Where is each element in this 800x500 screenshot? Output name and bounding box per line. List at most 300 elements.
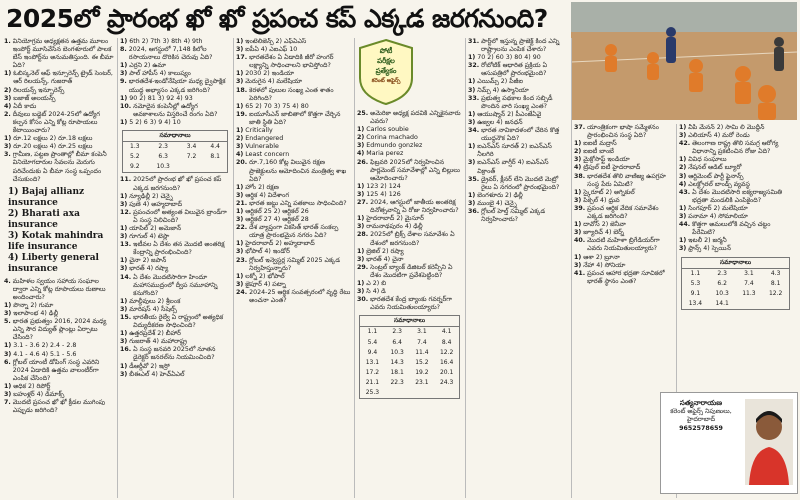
question-line [120, 274, 230, 298]
question-text: భారత్ 4) చైనా [366, 255, 404, 263]
question-text: డీఆర్డీవో 2) ఇస్రో [129, 362, 170, 370]
question-text: ఆర్టిమెంట్ పార్టీ ఫైనాన్స్ [688, 172, 744, 180]
question-text: హైదరాబాద్ 2) అహ్మదాబాద్ [245, 240, 315, 248]
question-line [468, 87, 568, 95]
question-number: 1) [120, 94, 128, 102]
question-line [357, 191, 462, 199]
question-line [357, 264, 462, 280]
answer-key-title: సమాధానాలు [360, 316, 459, 327]
question-line [574, 164, 674, 172]
question-number: 39. [574, 204, 586, 212]
question-line [236, 46, 351, 54]
column-divider [117, 38, 118, 498]
question-line [357, 126, 462, 134]
question-text: బజాజ్ అలయన్స్ [13, 94, 56, 102]
question-text: యాంత్రికంగా భాషా సమ్మేళనం ప్రారంభించిన సంస్థ ఏది? [587, 124, 659, 140]
question-line [4, 38, 114, 70]
question-text: పుణె 4) అహ్మదాబాద్ [129, 200, 183, 208]
question-text: రామనాథపురం 4) ఢిల్లీ [366, 223, 423, 231]
author-city: హైదరాబాద్ [686, 416, 716, 423]
answer-cell: 3.1 [744, 269, 754, 277]
question-line [468, 176, 568, 192]
answer-cell: 4.1 [441, 328, 452, 336]
question-number: 10. [120, 102, 132, 110]
answer-cell: 12.2 [768, 289, 783, 297]
question-line [357, 150, 462, 158]
question-number: 16. [120, 346, 132, 354]
question-text: ఇంటెలిజెన్స్ 2) ఎఫ్ఏఎస్ [245, 38, 307, 45]
question-number: 42. [679, 140, 691, 148]
question-text: భారతీయ రైల్వే ఏ రాష్ట్రంలో అత్యధిక విద్యుదీకరణ సాధించింది? [133, 314, 224, 330]
question-line [357, 231, 462, 247]
question-text: ప్రపంచ ఆహార భద్రతా సూచికలో భారత్ స్థానం ఎంత? [587, 269, 665, 285]
question-text: భారత నావికాదళంలో చేరిన కొత్త యుద్ధనౌక ఏది? [481, 127, 560, 143]
question-text: కొత్తగా అమలులోకి వచ్చిన చట్టం పేరేమిటి? [692, 221, 771, 237]
answer-cell: 8.1 [770, 279, 781, 287]
answer-cell: 20.1 [439, 368, 454, 376]
question-line [4, 310, 114, 318]
question-line [236, 248, 351, 256]
question-line [4, 399, 114, 415]
question-text: తెలంగాణ రాష్ట్ర తొలి సమగ్ర ఆరోగ్య విధానాన్ని ప్రకటించిన రోజు ఏది? [692, 140, 779, 156]
question-text: ముంబై 4) చెన్నై [477, 199, 517, 207]
question-text: నమోదైన కంపెనీల్లో ఉద్యోగ అవకాశాలను విస్తరించే రంగం ఏది? [133, 102, 218, 118]
question-line [357, 142, 462, 150]
question-line [120, 95, 230, 103]
question-number: 1) [120, 118, 128, 126]
question-text: ఎర్రని 2) ఉమా [129, 62, 167, 70]
question-line [468, 95, 568, 111]
question-line [357, 199, 462, 215]
question-line [4, 151, 114, 183]
question-text: దేశ వ్యాప్తంగా వికసిత్ భారత్ సంకల్ప యాత్ర ప్రారంభమైన నగరం ఏది? [249, 224, 339, 240]
badge-line3: ప్రత్యేకం [375, 67, 397, 75]
question-line [679, 189, 792, 205]
question-number: 40. [574, 237, 586, 245]
question-number: 2. [4, 110, 11, 118]
question-text: ఫిబ్రవరి 2025లో నిర్వహించిన పార్లమెంట్ సమావేశాల్లో ఎన్ని బిల్లులు ఆమోదించారు? [370, 158, 460, 182]
question-line [120, 298, 230, 306]
question-number: 26. [357, 158, 369, 166]
question-line [120, 176, 230, 192]
insurance-options [8, 187, 114, 275]
author-box [660, 392, 798, 494]
question-number: 2) [236, 135, 244, 143]
column-2 [120, 38, 230, 498]
question-number: 3) [120, 338, 128, 346]
question-number: 32. [468, 62, 480, 70]
question-line [574, 221, 674, 229]
answer-cell [203, 162, 227, 172]
question-text: 2024-25 ఆర్థిక సంవత్సరంలో వృద్ధి రేటు అంచనా ఎంత? [249, 288, 351, 304]
question-line [236, 87, 351, 103]
question-text: ఉత్తరప్రదేశ్ 2) బీహార్ [129, 330, 181, 338]
question-text: Critically [245, 127, 273, 135]
question-number: 3) [357, 288, 365, 296]
question-number: 3) [120, 70, 128, 78]
answer-cell: 10.3 [390, 348, 404, 356]
question-line [357, 159, 462, 183]
question-number: 1) [4, 70, 12, 78]
question-text: ఇటలీ 2) జర్మనీ [688, 237, 727, 245]
badge-line2: పరీక్షల [377, 57, 395, 65]
question-line [120, 201, 230, 209]
question-number: 38. [574, 172, 586, 180]
question-text: బ్రెజిల్ 2) రష్యా [366, 247, 404, 255]
question-line [236, 208, 351, 216]
answer-key-title: సమాధానాలు [123, 131, 227, 142]
question-text: మెరుగైన 4) మలేషియా [245, 78, 303, 86]
question-number: 1) [4, 342, 12, 350]
question-text: భారత ప్రభుత్వం 2016, 2024 మధ్య ఎన్ని సౌర విద్యుత్ ప్లాంట్లు ఏర్పాటు చేసింది? [12, 318, 107, 342]
question-number: 11. [120, 176, 132, 184]
question-number: 1) [120, 297, 128, 305]
question-text: స్కైరూట్ 2) అగ్నికుల్ [583, 188, 635, 196]
question-number: 18. [236, 86, 248, 94]
question-number: 1) [236, 102, 244, 110]
question-number: 7. [4, 399, 11, 407]
question-line [236, 224, 351, 240]
question-text: ఆయుష్మాన్ 2) పీఎంజేఏవై [477, 110, 542, 118]
question-line [4, 278, 114, 302]
question-line [236, 200, 351, 208]
question-text: ఆర్టికల్ 27 4) ఆర్టికల్ 28 [245, 216, 309, 224]
question-number: 1) [679, 204, 687, 212]
question-line [574, 197, 674, 205]
question-number: 3) [357, 142, 365, 150]
question-text: గ్లోబల్ యాంటీ డోపింగ్ సంస్థ ఎవరిని 2024 ఏడాదికి ఉత్తమ వాలంటీర్‌గా ఎంపిక చేసింది? [12, 358, 100, 382]
answer-cell [736, 299, 763, 309]
question-text: కెరళలో పులుల సంఖ్య ఎంత శాతం పెరిగింది? [249, 86, 334, 102]
question-number: 4) [357, 150, 365, 158]
question-line [120, 363, 230, 371]
question-text: గ్రామీణ, పట్టణ ప్రాంతాల్లో బీమా కంపెనీ వినియోగదారుల సేవలను మెరుగు పరిచేందుకు ఏ బీమా సంస్థ ఒప్పందం చేసుకుంది? [12, 151, 107, 183]
column-4 [357, 110, 462, 498]
question-text: గుజరాత్ 4) మహారాష్ట్ర [129, 338, 187, 346]
question-number: 2) [574, 148, 582, 156]
question-line [236, 143, 351, 151]
question-number: 24. [236, 288, 248, 296]
answer-cell [762, 299, 789, 309]
question-text: డ్రైవర్, క్లీనర్ లేని మొదటి మెట్రో రైలు ఏ నగరంలో ప్రారంభమైంది? [481, 175, 560, 191]
question-text: ప్రపంచంలో అత్యంత విలువైన బ్రాండ్‌గా ఏ సంస్థ నిలిచింది? [133, 208, 227, 224]
question-number: 23. [236, 256, 248, 264]
question-number: 6. [4, 358, 11, 366]
question-line [679, 164, 792, 172]
question-line [574, 124, 674, 140]
question-text: గ్లోబల్ ఇన్వెస్టర్ల సమ్మిట్ 2025 ఎక్కడ నిర్వహిస్తున్నారు? [249, 256, 341, 272]
question-number: 2) [679, 164, 687, 172]
question-line [236, 54, 351, 70]
question-line [236, 103, 351, 111]
question-number: 19. [236, 110, 248, 118]
question-text: హోం 2) రక్షణ [245, 183, 279, 191]
insurance-option: 2) Bharati axa insurance [8, 208, 80, 230]
question-line [120, 225, 230, 233]
question-text: వినియోగ్రమ అధ్యక్షతన ఉత్తమ మూలం ఇంపోర్ట్ మూసివేసిన బెంగళూరులో పాలక బేస్ ఇంపోర్ట్‌ను అనుమతిస్తుంది. ఈ బీమా ఏది? [12, 38, 114, 70]
question-line [679, 213, 792, 221]
question-number: 1) [120, 224, 128, 232]
question-number: 13. [120, 241, 132, 249]
author-name: సత్యనారాయణ [679, 399, 723, 407]
question-number: 1) [357, 247, 365, 255]
question-text: ఎయిమ్స్ 2) పీజీఐ [477, 78, 523, 86]
question-line [236, 127, 351, 135]
question-number: 1) [357, 279, 365, 287]
answer-cell: 4.3 [770, 269, 781, 277]
question-number: 1) [357, 182, 365, 190]
column-3 [236, 38, 351, 498]
answer-cell: 2.3 [158, 143, 168, 151]
question-text: వివిధ సంఘాలు [688, 156, 727, 164]
question-number: 1) [574, 221, 582, 229]
question-line [236, 216, 351, 224]
question-line [574, 270, 674, 286]
answer-cell: 1.1 [690, 269, 701, 277]
question-text: వీపీ మేనన్ 2) సామి లి మొద్దీన్ [688, 124, 765, 131]
question-number: 35. [468, 175, 480, 183]
answer-cell: 7.4 [417, 338, 427, 346]
question-number: 3) [236, 248, 244, 256]
question-number: 3) [468, 118, 476, 126]
question-text: భారతదేశ కేంద్ర బ్యాంకు గవర్నర్‌గా ఎవరు నియమితులయ్యారు? [370, 296, 453, 312]
question-text: హైదరాబాద్ 2) మైసూర్ [366, 215, 424, 223]
question-number: 4) [4, 102, 12, 110]
question-text: బహుళ్లర్ 4) డిమాక్స్ [13, 391, 65, 398]
answer-cell [385, 388, 410, 398]
question-number: 3) [679, 213, 687, 221]
question-text: పాల్ హాపీస్ 4) కాలుష్యం [129, 70, 191, 78]
answer-cell: 11.3 [742, 289, 756, 297]
question-number: 1) [120, 257, 128, 265]
answer-cell: 8.1 [210, 153, 220, 161]
answer-cell: 10.3 [715, 289, 729, 297]
question-text: భోపాల్ 4) ఇండోర్ [245, 248, 290, 256]
question-line [4, 383, 114, 391]
answer-cell: 7.2 [186, 153, 197, 161]
answer-cell: 14.1 [715, 299, 729, 307]
author-role: కరెంట్ అఫైర్స్ నిపుణులు, [670, 407, 732, 415]
question-line [120, 38, 230, 46]
question-number: 9. [120, 78, 127, 86]
question-number: 5. [4, 318, 11, 326]
question-number: 3) [120, 233, 128, 241]
question-text: Maria perez [366, 150, 404, 158]
question-line [679, 132, 792, 140]
question-text: చైనా 2) జపాన్ [129, 257, 167, 265]
badge-line1: పోటీ [379, 47, 393, 55]
question-text: 5 2) 6 3) 9 4) 10 [129, 118, 181, 126]
question-line [120, 265, 230, 273]
question-number: 3) [574, 156, 582, 164]
question-number: 3) [468, 199, 476, 207]
question-line [357, 134, 462, 142]
question-line [120, 193, 230, 201]
question-line [357, 110, 462, 126]
question-line [236, 281, 351, 289]
question-text: దావోస్ 2) జెనీవా [583, 221, 626, 229]
question-number: 1) [120, 62, 128, 70]
question-line [120, 119, 230, 127]
question-line [236, 135, 351, 143]
question-line [468, 119, 568, 127]
question-text: పార్ట్‌లో ఇస్తున్న ప్రాజెక్ట్ కింద ఎన్ని రాష్ట్రాలను ఎంపిక చేశారు? [481, 38, 560, 54]
question-number: 3) [4, 94, 12, 102]
question-line [679, 140, 792, 156]
question-number: 1) [120, 362, 128, 370]
answer-cell [434, 388, 459, 398]
question-number: 41. [574, 269, 586, 277]
question-number: 1) [468, 54, 476, 62]
question-number: 1) [236, 272, 244, 280]
question-number: 1) [4, 382, 12, 390]
question-number: 30. [357, 296, 369, 304]
question-line [4, 111, 114, 135]
question-number: 27. [357, 199, 369, 207]
question-text: ఐఎన్ఎస్ సూరత్ 2) ఐఎన్ఎస్ నీలగిరి [477, 143, 552, 159]
answer-cell: 11.4 [415, 348, 429, 356]
question-line [357, 280, 462, 288]
question-line [4, 391, 114, 399]
question-text: పొన్నా 2) గుమా [13, 301, 54, 309]
question-number: 17. [236, 54, 248, 62]
question-number: 43. [679, 188, 691, 196]
question-number: 3) [4, 391, 12, 398]
question-line [4, 302, 114, 310]
answer-cell [410, 388, 435, 398]
question-line [679, 245, 792, 253]
question-number: 3) [120, 370, 128, 378]
question-number: 1) [236, 127, 244, 135]
answer-cell: 3.4 [186, 143, 197, 151]
question-number: 2) [357, 134, 365, 142]
question-line [468, 111, 568, 119]
question-text: ఐపీఏ 4) ఎఐఎఫ్ 10 [245, 46, 298, 54]
question-number: 3. [4, 151, 11, 159]
question-line [120, 209, 230, 225]
question-number: 1) [4, 301, 12, 309]
question-number: 1) [468, 143, 476, 151]
question-line [679, 124, 792, 132]
question-line [120, 78, 230, 94]
question-line [468, 127, 568, 143]
question-text: ఓబిస్కనెల్ ఆఫ్ ఇన్సూరెన్స్ ట్రైడ్ సెంటర్, ఆర్ రిలయన్స్, గుజరాత్ [13, 70, 113, 86]
insurance-option: 1) Bajaj allianz insurance [8, 186, 85, 208]
question-text: భారతదేశం ఏ ఏడాదికి జీరో హంగర్ లక్ష్యాన్ని సాధించాలని భావిస్తోంది? [249, 54, 334, 70]
question-text: లక్నో 2) భోపాల్ [245, 272, 285, 280]
question-text: Edmundo gonzlez [366, 142, 423, 150]
question-text: 2025లో ప్రారంభ ఖో ఖో ప్రపంచ కప్ ఎక్కడ జరగనుంది? [133, 176, 222, 192]
question-text: మారిషస్ 4) సీషెల్స్ [129, 305, 177, 313]
question-number: 3) [4, 310, 12, 318]
question-line [4, 95, 114, 103]
question-line [679, 173, 792, 181]
question-number: 15. [120, 314, 132, 321]
question-text: నేషనల్ ఆడిట్ బ్యూరో [688, 164, 742, 172]
answer-cell: 7.4 [744, 279, 754, 287]
question-text: సి 4) డి [366, 288, 386, 296]
question-line [357, 288, 462, 296]
question-text: 2030 2) ఇండియా [245, 70, 295, 78]
badge-line4: కరెంట్ అఫైర్స్ [371, 78, 401, 84]
question-line [357, 183, 462, 191]
column-6 [574, 124, 674, 498]
question-text: ఎలియాస్ 4) మరో రెండు [688, 132, 750, 140]
question-text: రూ.7,160 కోట్ల విలువైన రక్షణ ప్రాజెక్టులను ఆమోదించిన మంత్రిత్వ శాఖ ఏది? [249, 159, 347, 183]
question-line [4, 342, 114, 350]
answer-key-table [681, 257, 790, 310]
question-number: 3) [574, 229, 582, 237]
question-number: 1) [357, 215, 365, 223]
insurance-option: 3) Kotak mahindra [8, 230, 104, 241]
question-text: భారతదేశ తొలి వాణిజ్య ఉపగ్రహ సంస్థ పేరు ఏమిటి? [587, 172, 666, 188]
question-number: 1) [236, 70, 244, 78]
answer-cell: 8.4 [441, 338, 452, 346]
answer-cell: 13.4 [688, 299, 703, 307]
answer-key-title: సమాధానాలు [682, 258, 789, 269]
question-line [120, 241, 230, 257]
answer-key-table [359, 315, 460, 399]
question-line [574, 173, 674, 189]
question-text: 6th 2) 7th 3) 8th 4) 9th [129, 38, 203, 45]
answer-cell: 2.3 [392, 328, 402, 336]
answer-cell: 12.2 [439, 348, 454, 356]
question-number: 3) [679, 132, 687, 140]
question-text: మైక్రోసాఫ్ట్ ఇండియా [583, 156, 630, 164]
question-text: ఆర్థిక 4) విదేశాంగ [245, 191, 290, 199]
question-number: 1) [236, 207, 244, 215]
question-number: 3) [679, 172, 687, 180]
page-title: 2025లో ప్రారంభ ఖో ఖో ప్రపంచ కప్ ఎక్కడ జరగనుంది? [6, 4, 548, 33]
question-line [120, 46, 230, 62]
question-number: 3) [468, 86, 476, 94]
column-7 [679, 124, 792, 388]
question-text: 125 4) 126 [366, 190, 401, 198]
question-line [468, 208, 568, 224]
answer-cell: 1.3 [130, 143, 140, 151]
question-number: 21. [236, 199, 248, 207]
question-text: 2024, ఆగస్టులో జాతీయ అంతరిక్ష దినోత్సవాన్ని ఏ రోజు నిర్వహించారు? [370, 199, 459, 215]
question-line [468, 143, 568, 159]
question-text: మహిళల స్వయం సహాయ సంఘాల ద్వారా ఎన్ని కోట్ల రూపాయలు రుణాలు అందించారు? [12, 277, 106, 301]
question-text: 4.1 - 4.6 4) 5.1 - 5.6 [13, 350, 77, 358]
question-text: ఇటీవల ఏ దేశం తన మొదటి అంతరిక్ష కేంద్రాన్ని ప్రారంభించింది? [133, 241, 225, 257]
question-text: ఆశా 2) బ్రూనా [583, 253, 620, 261]
question-text: ఏ దేశం మొదటిసారిగా హిందూ మహాసముద్రంలో ద్వీప సమూహాన్ని కనుగొంది? [133, 273, 218, 297]
author-phone: 9652578659 [679, 424, 723, 432]
question-text: జ్యూరిచ్ 4) బెర్న్ [583, 229, 624, 237]
answer-cell: 6.3 [158, 153, 168, 161]
question-text: రూ.12 లక్షలు 2) రూ.18 లక్షలు [13, 135, 93, 143]
question-line [236, 289, 351, 305]
question-text: 123 2) 124 [366, 182, 401, 190]
question-text: అధిక 2) రిపోర్ట్ [13, 382, 51, 390]
question-line [236, 78, 351, 86]
question-line [120, 371, 230, 379]
question-number: 3) [574, 196, 582, 204]
question-text: ఐఐటీ మద్రాస్ [583, 140, 617, 148]
column-divider [354, 38, 355, 498]
question-line [574, 237, 674, 253]
question-text: నిమ్స్ 4) ఉస్మానియా [477, 86, 529, 94]
question-number: 3) [4, 143, 12, 151]
question-text: గ్లోబల్ హెల్త్ సమ్మిట్ ఎక్కడ నిర్వహించారు? [481, 207, 546, 224]
answer-cell: 9.4 [367, 348, 378, 356]
insurance-option: 4) Liberty general insurance [8, 252, 99, 274]
question-number: 4) [574, 164, 582, 172]
question-text: Vulnerable [245, 143, 279, 151]
answer-cell: 25.3 [365, 389, 380, 396]
